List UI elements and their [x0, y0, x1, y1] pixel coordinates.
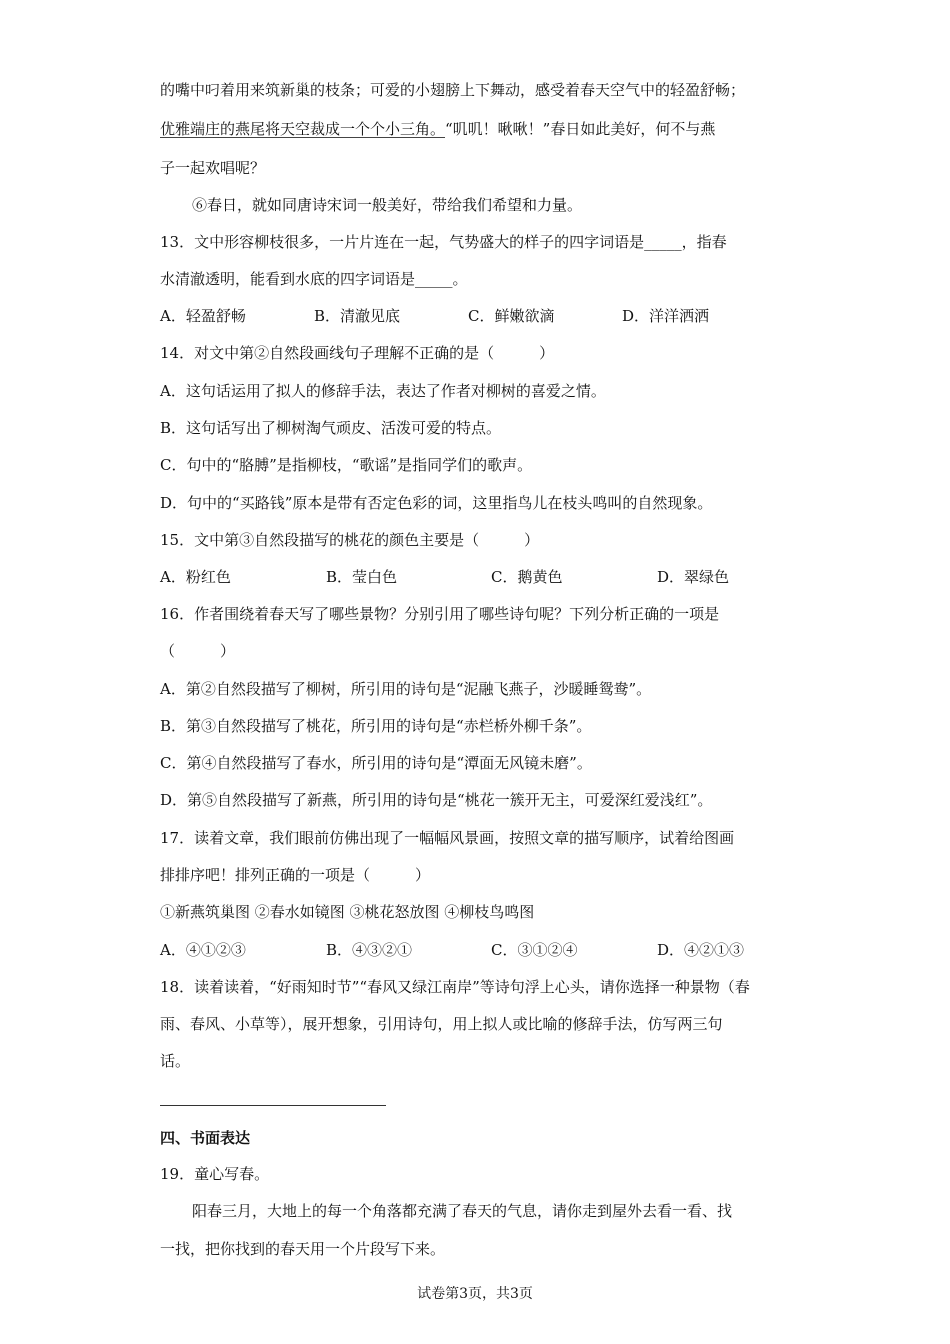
q18-stem-line-1: 18．读着读着，“好雨知时节”“春风又绿江南岸”等诗句浮上心头，请你选择一种景物（春: [160, 978, 750, 996]
passage-line-1: 的嘴中叼着用来筑新巢的枝条；可爱的小翅膀上下舞动，感受着春天空气中的轻盈舒畅；: [160, 81, 746, 99]
q17-option-c: C．③①②④: [491, 941, 578, 959]
q16-option-c: C．第④自然段描写了春水，所引用的诗句是“潭面无风镜未磨”。: [160, 754, 592, 772]
q15-stem: 15．文中第③自然段描写的桃花的颜色主要是（ ）: [160, 531, 540, 549]
q13-stem-line-1: 13．文中形容柳枝很多，一片片连在一起，气势盛大的样子的四字词语是_____，指春: [160, 233, 727, 251]
q18-stem-line-3: 话。: [160, 1052, 191, 1070]
q19-stem: 19．童心写春。: [160, 1165, 270, 1183]
q14-option-c: C．句中的“胳膊”是指柳枝，“歌谣”是指同学们的歌声。: [160, 456, 533, 474]
q13-stem-line-2: 水清澈透明，能看到水底的四字词语是_____。: [160, 270, 468, 288]
q16-option-a: A．第②自然段描写了柳树，所引用的诗句是“泥融飞燕子，沙暖睡鸳鸯”。: [160, 680, 652, 698]
q16-answer-paren: （ ）: [160, 642, 236, 660]
q17-picture-list: ①新燕筑巢图 ②春水如镜图 ③桃花怒放图 ④柳枝鸟鸣图: [160, 903, 535, 921]
q18-stem-line-2: 雨、春风、小草等），展开想象，引用诗句，用上拟人或比喻的修辞手法，仿写两三句: [160, 1015, 723, 1033]
q15-option-d: D．翠绿色: [657, 568, 730, 586]
q16-option-d: D．第⑤自然段描写了新燕，所引用的诗句是“桃花一簇开无主，可爱深红爱浅红”。: [160, 791, 713, 809]
q15-option-a: A．粉红色: [160, 568, 231, 586]
q14-option-b: B．这句话写出了柳树淘气顽皮、活泼可爱的特点。: [160, 419, 502, 437]
q17-stem-line-1: 17．读着文章，我们眼前仿佛出现了一幅幅风景画，按照文章的描写顺序，试着给图画: [160, 829, 735, 847]
passage-line-3: 子一起欢唱呢？: [160, 159, 266, 177]
q14-option-d: D．句中的“买路钱”原本是带有否定色彩的词，这里指鸟儿在枝头鸣叫的自然现象。: [160, 494, 713, 512]
q13-option-c: C．鲜嫩欲滴: [468, 307, 555, 325]
underlined-sentence: 优雅端庄的燕尾将天空裁成一个个小三角。: [160, 120, 446, 138]
q13-option-b: B．清澈见底: [314, 307, 401, 325]
q19-prompt-line-2: 一找，把你找到的春天用一个片段写下来。: [160, 1240, 446, 1258]
q17-option-b: B．④③②①: [326, 941, 413, 959]
section-heading: 四、书面表达: [160, 1129, 251, 1147]
q15-option-c: C．鹅黄色: [491, 568, 563, 586]
passage-line-2-rest: “叽叽！啾啾！”春日如此美好，何不与燕: [445, 120, 716, 138]
q16-stem: 16．作者围绕着春天写了哪些景物？分别引用了哪些诗句呢？下列分析正确的一项是: [160, 605, 720, 623]
passage-line-2: [160, 119, 715, 141]
page-footer: 试卷第3页，共3页: [417, 1286, 533, 1302]
q15-option-b: B．莹白色: [326, 568, 398, 586]
answer-line[interactable]: [160, 1105, 386, 1106]
q14-option-a: A．这句话运用了拟人的修辞手法，表达了作者对柳树的喜爱之情。: [160, 382, 606, 400]
q16-option-b: B．第③自然段描写了桃花，所引用的诗句是“赤栏桥外柳千条”。: [160, 717, 592, 735]
q14-stem: 14．对文中第②自然段画线句子理解不正确的是（ ）: [160, 344, 555, 362]
q13-option-a: A．轻盈舒畅: [160, 307, 246, 325]
q13-option-d: D．洋洋洒洒: [622, 307, 710, 325]
passage-paragraph-6: ⑥春日，就如同唐诗宋词一般美好，带给我们希望和力量。: [192, 196, 583, 214]
q17-option-d: D．④②①③: [657, 941, 745, 959]
q17-option-a: A．④①②③: [160, 941, 246, 959]
q17-stem-line-2: 排排序吧！排列正确的一项是（ ）: [160, 866, 431, 884]
q19-prompt-line-1: 阳春三月，大地上的每一个角落都充满了春天的气息，请你走到屋外去看一看、找: [192, 1202, 733, 1220]
